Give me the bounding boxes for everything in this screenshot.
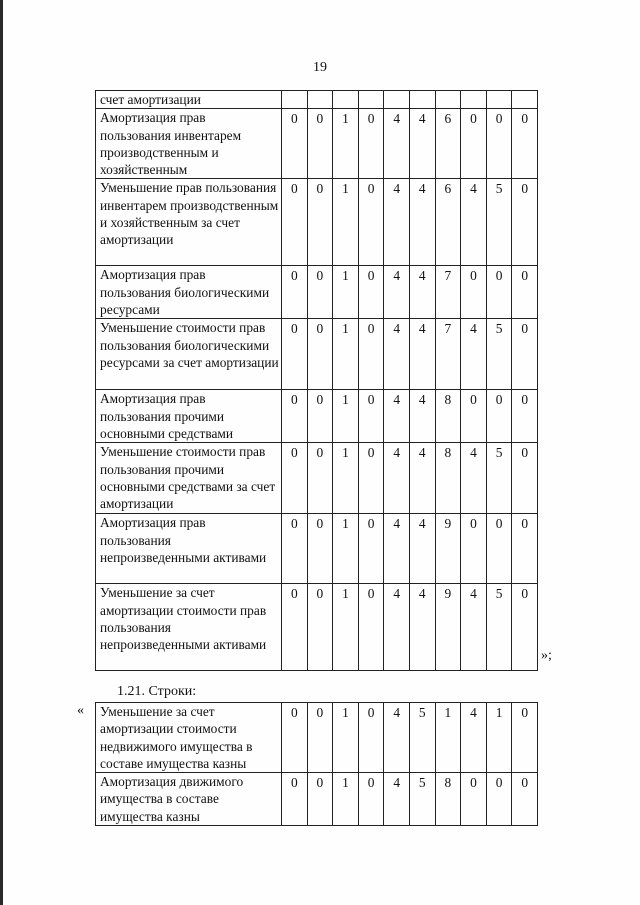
- code-digit: 4: [461, 443, 487, 514]
- code-digit: 4: [409, 109, 435, 179]
- scan-left-edge: [0, 0, 3, 905]
- code-digit: 0: [358, 266, 384, 319]
- code-digit: 8: [435, 773, 461, 826]
- code-digit: 1: [333, 514, 359, 584]
- code-digit: 0: [307, 179, 333, 266]
- code-digit: 1: [333, 773, 359, 826]
- code-digit: 4: [384, 390, 410, 443]
- code-digit: 5: [409, 773, 435, 826]
- code-digit: 4: [409, 319, 435, 390]
- table-row: [96, 91, 538, 109]
- code-digit: 0: [512, 319, 538, 390]
- code-digit: 0: [282, 514, 308, 584]
- code-digit: 5: [486, 179, 512, 266]
- code-digit: 0: [512, 514, 538, 584]
- code-digit: 0: [512, 266, 538, 319]
- code-digit: 1: [486, 703, 512, 773]
- code-digit: 0: [461, 109, 487, 179]
- table-row: [96, 514, 538, 584]
- table-row: [96, 703, 538, 773]
- code-digit: 0: [282, 319, 308, 390]
- code-digit: 4: [461, 319, 487, 390]
- code-digit: 0: [282, 179, 308, 266]
- code-digit: 0: [358, 703, 384, 773]
- code-digit: 1: [333, 179, 359, 266]
- code-digit: 0: [512, 703, 538, 773]
- code-digit: 4: [384, 443, 410, 514]
- code-digit: 0: [307, 703, 333, 773]
- code-digit: 0: [512, 390, 538, 443]
- table-row: [96, 390, 538, 443]
- code-digit: 4: [409, 514, 435, 584]
- code-digit: 0: [282, 443, 308, 514]
- code-digit: 4: [461, 584, 487, 671]
- code-digit: 4: [384, 514, 410, 584]
- code-digit: 5: [409, 703, 435, 773]
- row-label: Уменьшение прав пользования инвентарем производственным и хозяйственным за счет амортизации: [96, 179, 282, 266]
- code-digit: 0: [282, 703, 308, 773]
- row-label: Амортизация прав пользования биологическими ресурсами: [96, 266, 282, 319]
- code-digit: 4: [409, 584, 435, 671]
- code-digit: 0: [358, 390, 384, 443]
- code-digit: [461, 91, 487, 109]
- code-digit: 0: [307, 109, 333, 179]
- code-digit: 0: [358, 773, 384, 826]
- code-digit: 0: [486, 109, 512, 179]
- code-digit: 0: [307, 584, 333, 671]
- code-digit: [486, 91, 512, 109]
- closing-quote: »;: [541, 648, 552, 663]
- code-digit: [512, 91, 538, 109]
- code-digit: 1: [333, 390, 359, 443]
- code-digit: 4: [409, 390, 435, 443]
- opening-quote: «: [77, 703, 84, 718]
- table-row: [96, 109, 538, 179]
- code-table-1-body: [96, 91, 538, 671]
- code-table-2-body: [96, 703, 538, 826]
- code-digit: [307, 91, 333, 109]
- code-digit: 4: [384, 703, 410, 773]
- code-digit: 0: [486, 773, 512, 826]
- code-digit: 0: [461, 514, 487, 584]
- row-label: Амортизация движимого имущества в составе имущества казны: [96, 773, 282, 826]
- code-digit: 7: [435, 266, 461, 319]
- code-digit: 0: [282, 390, 308, 443]
- page-number: 19: [313, 60, 327, 75]
- code-digit: 0: [358, 584, 384, 671]
- table-row: [96, 773, 538, 826]
- row-label: Уменьшение за счет амортизации стоимости прав пользования непроизведенными активами: [96, 584, 282, 671]
- code-digit: 0: [512, 584, 538, 671]
- table-row: [96, 179, 538, 266]
- code-digit: [358, 91, 384, 109]
- code-digit: 0: [512, 179, 538, 266]
- code-digit: 7: [435, 319, 461, 390]
- code-digit: 8: [435, 443, 461, 514]
- code-digit: 4: [384, 179, 410, 266]
- table-row: [96, 319, 538, 390]
- code-digit: 9: [435, 514, 461, 584]
- code-digit: 8: [435, 390, 461, 443]
- row-label: Уменьшение стоимости прав пользования прочими основными средствами за счет амортизации: [96, 443, 282, 514]
- code-digit: 0: [282, 266, 308, 319]
- row-label: Амортизация прав пользования прочими основными средствами: [96, 390, 282, 443]
- code-digit: 0: [358, 179, 384, 266]
- row-label: счет амортизации: [96, 91, 282, 109]
- code-digit: 0: [486, 514, 512, 584]
- code-digit: 0: [307, 390, 333, 443]
- row-label: Уменьшение за счет амортизации стоимости недвижимого имущества в составе имущества казны: [96, 703, 282, 773]
- code-digit: 0: [307, 773, 333, 826]
- code-digit: 5: [486, 584, 512, 671]
- code-digit: 9: [435, 584, 461, 671]
- code-digit: 1: [333, 443, 359, 514]
- code-digit: 0: [461, 773, 487, 826]
- code-digit: 5: [486, 319, 512, 390]
- table-row: [96, 443, 538, 514]
- code-digit: 0: [512, 443, 538, 514]
- code-digit: 0: [358, 109, 384, 179]
- code-digit: 0: [307, 266, 333, 319]
- code-digit: 4: [409, 443, 435, 514]
- row-label: Амортизация прав пользования непроизведенными активами: [96, 514, 282, 584]
- code-digit: 1: [333, 703, 359, 773]
- code-digit: 0: [307, 514, 333, 584]
- code-table-1: [95, 90, 538, 671]
- code-digit: [409, 91, 435, 109]
- code-digit: 0: [486, 266, 512, 319]
- code-digit: 1: [435, 703, 461, 773]
- code-digit: 4: [384, 266, 410, 319]
- code-digit: 0: [282, 773, 308, 826]
- table-row: [96, 266, 538, 319]
- code-digit: 0: [461, 390, 487, 443]
- code-digit: 4: [384, 773, 410, 826]
- code-digit: 4: [461, 703, 487, 773]
- code-digit: 0: [461, 266, 487, 319]
- code-digit: [435, 91, 461, 109]
- row-label: Амортизация прав пользования инвентарем производственным и хозяйственным: [96, 109, 282, 179]
- table-row: [96, 584, 538, 671]
- section-heading: 1.21. Строки:: [117, 684, 197, 699]
- code-digit: 0: [307, 319, 333, 390]
- code-digit: 1: [333, 319, 359, 390]
- code-digit: 4: [409, 266, 435, 319]
- code-digit: 1: [333, 109, 359, 179]
- code-digit: [333, 91, 359, 109]
- code-digit: [384, 91, 410, 109]
- code-digit: 0: [512, 773, 538, 826]
- code-digit: 6: [435, 109, 461, 179]
- code-digit: 0: [358, 319, 384, 390]
- code-digit: 4: [384, 109, 410, 179]
- row-label: Уменьшение стоимости прав пользования биологическими ресурсами за счет амортизации: [96, 319, 282, 390]
- code-digit: 1: [333, 266, 359, 319]
- code-digit: 0: [512, 109, 538, 179]
- code-digit: 0: [358, 443, 384, 514]
- code-digit: 0: [486, 390, 512, 443]
- code-digit: 4: [409, 179, 435, 266]
- code-digit: 0: [307, 443, 333, 514]
- code-digit: 0: [282, 109, 308, 179]
- code-digit: 0: [358, 514, 384, 584]
- code-digit: 4: [384, 319, 410, 390]
- code-digit: 5: [486, 443, 512, 514]
- code-table-2: [95, 702, 538, 826]
- code-digit: 6: [435, 179, 461, 266]
- code-digit: 0: [282, 584, 308, 671]
- code-digit: 1: [333, 584, 359, 671]
- code-digit: 4: [384, 584, 410, 671]
- code-digit: [282, 91, 308, 109]
- code-digit: 4: [461, 179, 487, 266]
